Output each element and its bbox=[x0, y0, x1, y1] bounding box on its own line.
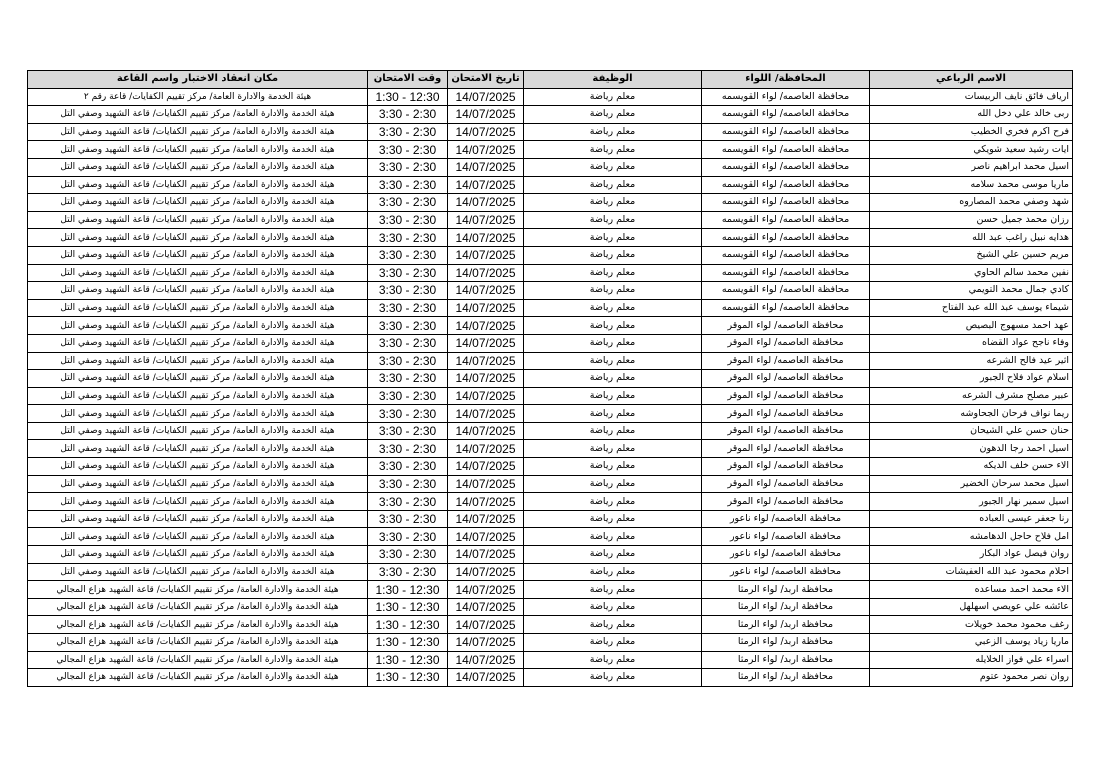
table-row bbox=[28, 546, 1073, 564]
cell-job: معلم رياضة bbox=[524, 458, 702, 476]
cell-time: 3:30 - 2:30 bbox=[368, 194, 448, 212]
cell-place: هيئة الخدمة والادارة العامة/ مركز تقييم الكفايات/ قاعة الشهيد وصفي التل bbox=[28, 246, 368, 264]
cell-date: 14/07/2025 bbox=[448, 88, 524, 106]
cell-time: 3:30 - 2:30 bbox=[368, 352, 448, 370]
cell-name: ارياف فائق نايف الربيسات bbox=[870, 88, 1073, 106]
cell-governorate: محافظة العاصمه/ لواء الموقر bbox=[702, 405, 870, 423]
cell-governorate: محافظة العاصمه/ لواء الموقر bbox=[702, 440, 870, 458]
cell-date: 14/07/2025 bbox=[448, 282, 524, 300]
cell-governorate: محافظة العاصمه/ لواء الموقر bbox=[702, 458, 870, 476]
cell-time: 3:30 - 2:30 bbox=[368, 211, 448, 229]
cell-job: معلم رياضة bbox=[524, 616, 702, 634]
cell-job: معلم رياضة bbox=[524, 405, 702, 423]
header-governorate: المحافظة/ اللواء bbox=[702, 71, 870, 89]
cell-date: 14/07/2025 bbox=[448, 387, 524, 405]
table-row bbox=[28, 141, 1073, 159]
cell-place: هيئة الخدمة والادارة العامة/ مركز تقييم الكفايات/ قاعة الشهيد وصفي التل bbox=[28, 176, 368, 194]
cell-governorate: محافظة العاصمه/ لواء الموقر bbox=[702, 422, 870, 440]
table-row bbox=[28, 422, 1073, 440]
table-row bbox=[28, 669, 1073, 687]
table-row bbox=[28, 299, 1073, 317]
table-row bbox=[28, 528, 1073, 546]
table-row bbox=[28, 370, 1073, 388]
cell-governorate: محافظة العاصمه/ لواء الموقر bbox=[702, 493, 870, 511]
cell-date: 14/07/2025 bbox=[448, 370, 524, 388]
cell-date: 14/07/2025 bbox=[448, 422, 524, 440]
cell-job: معلم رياضة bbox=[524, 211, 702, 229]
table-row bbox=[28, 405, 1073, 423]
cell-job: معلم رياضة bbox=[524, 493, 702, 511]
cell-governorate: محافظة العاصمه/ لواء الموقر bbox=[702, 475, 870, 493]
cell-name: امل فلاح حاجل الدهامشه bbox=[870, 528, 1073, 546]
cell-place: هيئة الخدمة والادارة العامة/ مركز تقييم الكفايات/ قاعة الشهيد وصفي التل bbox=[28, 387, 368, 405]
cell-governorate: محافظة العاصمه/ لواء القويسمه bbox=[702, 282, 870, 300]
cell-name: ربى خالد علي دخل الله bbox=[870, 106, 1073, 124]
cell-time: 3:30 - 2:30 bbox=[368, 264, 448, 282]
cell-job: معلم رياضة bbox=[524, 282, 702, 300]
cell-place: هيئة الخدمة والادارة العامة/ مركز تقييم الكفايات/ قاعة الشهيد هزاع المجالي bbox=[28, 616, 368, 634]
cell-time: 3:30 - 2:30 bbox=[368, 546, 448, 564]
cell-name: عهد احمد مسهوج البصيص bbox=[870, 317, 1073, 335]
cell-date: 14/07/2025 bbox=[448, 106, 524, 124]
cell-time: 3:30 - 2:30 bbox=[368, 370, 448, 388]
table-row bbox=[28, 282, 1073, 300]
cell-name: روان نصر محمود عتوم bbox=[870, 669, 1073, 687]
table-row bbox=[28, 246, 1073, 264]
cell-name: رنا جعفر عيسى العباده bbox=[870, 510, 1073, 528]
cell-place: هيئة الخدمة والادارة العامة/ مركز تقييم الكفايات/ قاعة الشهيد وصفي التل bbox=[28, 317, 368, 335]
cell-place: هيئة الخدمة والادارة العامة/ مركز تقييم الكفايات/ قاعة الشهيد وصفي التل bbox=[28, 422, 368, 440]
cell-job: معلم رياضة bbox=[524, 669, 702, 687]
cell-date: 14/07/2025 bbox=[448, 634, 524, 652]
cell-place: هيئة الخدمة والادارة العامة/ مركز تقييم الكفايات/ قاعة الشهيد وصفي التل bbox=[28, 440, 368, 458]
table-row bbox=[28, 475, 1073, 493]
table-row bbox=[28, 352, 1073, 370]
cell-job: معلم رياضة bbox=[524, 88, 702, 106]
cell-governorate: محافظة العاصمه/ لواء القويسمه bbox=[702, 158, 870, 176]
cell-job: معلم رياضة bbox=[524, 634, 702, 652]
cell-governorate: محافظة العاصمه/ لواء الموقر bbox=[702, 352, 870, 370]
cell-name: شيماء يوسف عبد الله عبد الفتاح bbox=[870, 299, 1073, 317]
cell-name: اسيل سمير نهار الجبور bbox=[870, 493, 1073, 511]
cell-date: 14/07/2025 bbox=[448, 528, 524, 546]
cell-name: اسراء علي فواز الخلايله bbox=[870, 651, 1073, 669]
cell-date: 14/07/2025 bbox=[448, 299, 524, 317]
cell-place: هيئة الخدمة والادارة العامة/ مركز تقييم الكفايات/ قاعة الشهيد وصفي التل bbox=[28, 458, 368, 476]
cell-date: 14/07/2025 bbox=[448, 651, 524, 669]
cell-place: هيئة الخدمة والادارة العامة/ مركز تقييم الكفايات/ قاعة الشهيد وصفي التل bbox=[28, 106, 368, 124]
table-row bbox=[28, 493, 1073, 511]
cell-date: 14/07/2025 bbox=[448, 493, 524, 511]
cell-time: 3:30 - 2:30 bbox=[368, 440, 448, 458]
cell-job: معلم رياضة bbox=[524, 651, 702, 669]
cell-name: هدايه نبيل راغب عبد الله bbox=[870, 229, 1073, 247]
cell-governorate: محافظة العاصمه/ لواء ناعور bbox=[702, 546, 870, 564]
cell-date: 14/07/2025 bbox=[448, 211, 524, 229]
cell-place: هيئة الخدمة والادارة العامة/ مركز تقييم الكفايات/ قاعة الشهيد وصفي التل bbox=[28, 158, 368, 176]
cell-governorate: محافظة العاصمه/ لواء ناعور bbox=[702, 528, 870, 546]
cell-job: معلم رياضة bbox=[524, 440, 702, 458]
cell-name: كادي جمال محمد التويمي bbox=[870, 282, 1073, 300]
cell-governorate: محافظة العاصمه/ لواء الموقر bbox=[702, 370, 870, 388]
cell-name: ريما نواف فرحان الجحاوشه bbox=[870, 405, 1073, 423]
cell-governorate: محافظة العاصمه/ لواء القويسمه bbox=[702, 211, 870, 229]
cell-name: ماريا موسى محمد سلامه bbox=[870, 176, 1073, 194]
cell-job: معلم رياضة bbox=[524, 387, 702, 405]
cell-date: 14/07/2025 bbox=[448, 440, 524, 458]
cell-place: هيئة الخدمة والادارة العامة/ مركز تقييم الكفايات/ قاعة الشهيد وصفي التل bbox=[28, 282, 368, 300]
table-row bbox=[28, 387, 1073, 405]
cell-time: 3:30 - 2:30 bbox=[368, 563, 448, 581]
cell-governorate: محافظة العاصمه/ لواء القويسمه bbox=[702, 299, 870, 317]
cell-place: هيئة الخدمة والادارة العامة/ مركز تقييم الكفايات/ قاعة الشهيد هزاع المجالي bbox=[28, 581, 368, 599]
header-job: الوظيفة bbox=[524, 71, 702, 89]
header-row bbox=[28, 71, 1073, 89]
table-row bbox=[28, 616, 1073, 634]
cell-job: معلم رياضة bbox=[524, 598, 702, 616]
cell-time: 3:30 - 2:30 bbox=[368, 299, 448, 317]
cell-name: اسلام عواد فلاح الجبور bbox=[870, 370, 1073, 388]
cell-date: 14/07/2025 bbox=[448, 158, 524, 176]
cell-time: 3:30 - 2:30 bbox=[368, 176, 448, 194]
cell-time: 1:30 - 12:30 bbox=[368, 88, 448, 106]
cell-date: 14/07/2025 bbox=[448, 616, 524, 634]
cell-date: 14/07/2025 bbox=[448, 141, 524, 159]
cell-date: 14/07/2025 bbox=[448, 123, 524, 141]
cell-time: 1:30 - 12:30 bbox=[368, 616, 448, 634]
table-row bbox=[28, 598, 1073, 616]
cell-job: معلم رياضة bbox=[524, 229, 702, 247]
cell-place: هيئة الخدمة والادارة العامة/ مركز تقييم الكفايات/ قاعة الشهيد هزاع المجالي bbox=[28, 669, 368, 687]
cell-time: 3:30 - 2:30 bbox=[368, 458, 448, 476]
cell-date: 14/07/2025 bbox=[448, 176, 524, 194]
cell-place: هيئة الخدمة والادارة العامة/ مركز تقييم الكفايات/ قاعة الشهيد وصفي التل bbox=[28, 405, 368, 423]
cell-time: 1:30 - 12:30 bbox=[368, 651, 448, 669]
cell-place: هيئة الخدمة والادارة العامة/ مركز تقييم الكفايات/ قاعة الشهيد وصفي التل bbox=[28, 264, 368, 282]
cell-name: ايات رشيد سعيد شويكي bbox=[870, 141, 1073, 159]
cell-date: 14/07/2025 bbox=[448, 598, 524, 616]
cell-place: هيئة الخدمة والادارة العامة/ مركز تقييم الكفايات/ قاعة الشهيد وصفي التل bbox=[28, 334, 368, 352]
cell-time: 3:30 - 2:30 bbox=[368, 528, 448, 546]
cell-name: ماريا زياد يوسف الزعبي bbox=[870, 634, 1073, 652]
cell-job: معلم رياضة bbox=[524, 528, 702, 546]
cell-job: معلم رياضة bbox=[524, 334, 702, 352]
header-time: وقت الامتحان bbox=[368, 71, 448, 89]
table-row bbox=[28, 563, 1073, 581]
cell-governorate: محافظة العاصمه/ لواء الموقر bbox=[702, 334, 870, 352]
cell-place: هيئة الخدمة والادارة العامة/ مركز تقييم الكفايات/ قاعة الشهيد هزاع المجالي bbox=[28, 651, 368, 669]
cell-time: 3:30 - 2:30 bbox=[368, 475, 448, 493]
cell-governorate: محافظة العاصمه/ لواء القويسمه bbox=[702, 106, 870, 124]
cell-place: هيئة الخدمة والادارة العامة/ مركز تقييم الكفايات/ قاعة الشهيد وصفي التل bbox=[28, 493, 368, 511]
table-row bbox=[28, 581, 1073, 599]
cell-job: معلم رياضة bbox=[524, 563, 702, 581]
cell-name: الاء محمد احمد مساعده bbox=[870, 581, 1073, 599]
table-row bbox=[28, 651, 1073, 669]
cell-job: معلم رياضة bbox=[524, 264, 702, 282]
cell-name: اثير عيد فالح الشرعه bbox=[870, 352, 1073, 370]
cell-place: هيئة الخدمة والادارة العامة/ مركز تقييم الكفايات/ قاعة الشهيد وصفي التل bbox=[28, 510, 368, 528]
cell-place: هيئة الخدمة والادارة العامة/ مركز تقييم الكفايات/ قاعة الشهيد وصفي التل bbox=[28, 528, 368, 546]
table-row bbox=[28, 440, 1073, 458]
cell-date: 14/07/2025 bbox=[448, 194, 524, 212]
cell-job: معلم رياضة bbox=[524, 299, 702, 317]
cell-governorate: محافظة العاصمه/ لواء الموقر bbox=[702, 317, 870, 335]
cell-name: رزان محمد جميل حسن bbox=[870, 211, 1073, 229]
cell-place: هيئة الخدمة والادارة العامة/ مركز تقييم الكفايات/ قاعة الشهيد وصفي التل bbox=[28, 563, 368, 581]
cell-place: هيئة الخدمة والادارة العامة/ مركز تقييم الكفايات/ قاعة الشهيد وصفي التل bbox=[28, 194, 368, 212]
cell-place: هيئة الخدمة والادارة العامة/ مركز تقييم الكفايات/ قاعة الشهيد هزاع المجالي bbox=[28, 598, 368, 616]
cell-time: 3:30 - 2:30 bbox=[368, 123, 448, 141]
cell-place: هيئة الخدمة والادارة العامة/ مركز تقييم الكفايات/ قاعة الشهيد وصفي التل bbox=[28, 141, 368, 159]
cell-job: معلم رياضة bbox=[524, 581, 702, 599]
table-row bbox=[28, 194, 1073, 212]
cell-governorate: محافظة العاصمه/ لواء القويسمه bbox=[702, 88, 870, 106]
cell-name: مريم حسين علي الشيخ bbox=[870, 246, 1073, 264]
cell-place: هيئة الخدمة والادارة العامة/ مركز تقييم الكفايات/ قاعة الشهيد وصفي التل bbox=[28, 370, 368, 388]
cell-place: هيئة الخدمة والادارة العامة/ مركز تقييم الكفايات/ قاعة الشهيد وصفي التل bbox=[28, 229, 368, 247]
cell-time: 3:30 - 2:30 bbox=[368, 405, 448, 423]
cell-time: 3:30 - 2:30 bbox=[368, 229, 448, 247]
cell-job: معلم رياضة bbox=[524, 246, 702, 264]
cell-governorate: محافظة اربد/ لواء الرمثا bbox=[702, 651, 870, 669]
cell-job: معلم رياضة bbox=[524, 106, 702, 124]
header-place: مكان انعقاد الاختبار واسم القاعة bbox=[28, 71, 368, 89]
cell-date: 14/07/2025 bbox=[448, 669, 524, 687]
cell-governorate: محافظة العاصمه/ لواء القويسمه bbox=[702, 141, 870, 159]
cell-name: فرح اكرم فخري الخطيب bbox=[870, 123, 1073, 141]
cell-governorate: محافظة اربد/ لواء الرمثا bbox=[702, 634, 870, 652]
cell-date: 14/07/2025 bbox=[448, 546, 524, 564]
cell-date: 14/07/2025 bbox=[448, 405, 524, 423]
cell-name: وفاء ناجح عواد القضاه bbox=[870, 334, 1073, 352]
cell-name: حنان حسن علي الشيحان bbox=[870, 422, 1073, 440]
cell-time: 1:30 - 12:30 bbox=[368, 581, 448, 599]
cell-name: شهد وصفي محمد المصاروه bbox=[870, 194, 1073, 212]
cell-time: 3:30 - 2:30 bbox=[368, 141, 448, 159]
cell-time: 3:30 - 2:30 bbox=[368, 106, 448, 124]
cell-job: معلم رياضة bbox=[524, 194, 702, 212]
table-row bbox=[28, 211, 1073, 229]
cell-place: هيئة الخدمة والادارة العامة/ مركز تقييم الكفايات/ قاعة الشهيد وصفي التل bbox=[28, 475, 368, 493]
table-row bbox=[28, 264, 1073, 282]
cell-job: معلم رياضة bbox=[524, 317, 702, 335]
cell-place: هيئة الخدمة والادارة العامة/ مركز تقييم الكفايات/ قاعة الشهيد وصفي التل bbox=[28, 123, 368, 141]
cell-time: 1:30 - 12:30 bbox=[368, 634, 448, 652]
cell-date: 14/07/2025 bbox=[448, 334, 524, 352]
cell-governorate: محافظة اربد/ لواء الرمثا bbox=[702, 669, 870, 687]
cell-place: هيئة الخدمة والادارة العامة/ مركز تقييم الكفايات/ قاعة رقم ٢ bbox=[28, 88, 368, 106]
cell-time: 3:30 - 2:30 bbox=[368, 387, 448, 405]
cell-governorate: محافظة اربد/ لواء الرمثا bbox=[702, 616, 870, 634]
cell-time: 1:30 - 12:30 bbox=[368, 598, 448, 616]
table-row bbox=[28, 317, 1073, 335]
cell-governorate: محافظة اربد/ لواء الرمثا bbox=[702, 598, 870, 616]
cell-time: 3:30 - 2:30 bbox=[368, 510, 448, 528]
cell-date: 14/07/2025 bbox=[448, 475, 524, 493]
cell-date: 14/07/2025 bbox=[448, 352, 524, 370]
cell-name: رغف محمود محمد خويلات bbox=[870, 616, 1073, 634]
cell-date: 14/07/2025 bbox=[448, 581, 524, 599]
cell-governorate: محافظة العاصمه/ لواء القويسمه bbox=[702, 176, 870, 194]
cell-governorate: محافظة اربد/ لواء الرمثا bbox=[702, 581, 870, 599]
cell-job: معلم رياضة bbox=[524, 546, 702, 564]
cell-job: معلم رياضة bbox=[524, 123, 702, 141]
cell-governorate: محافظة العاصمه/ لواء الموقر bbox=[702, 387, 870, 405]
cell-governorate: محافظة العاصمه/ لواء القويسمه bbox=[702, 264, 870, 282]
cell-job: معلم رياضة bbox=[524, 510, 702, 528]
table-row bbox=[28, 510, 1073, 528]
cell-time: 3:30 - 2:30 bbox=[368, 422, 448, 440]
cell-time: 3:30 - 2:30 bbox=[368, 158, 448, 176]
cell-job: معلم رياضة bbox=[524, 475, 702, 493]
cell-name: عائشه علي عويصي اسهلهل bbox=[870, 598, 1073, 616]
table-row bbox=[28, 88, 1073, 106]
cell-name: عبير مصلح مشرف الشرعه bbox=[870, 387, 1073, 405]
cell-name: نفين محمد سالم الحاوي bbox=[870, 264, 1073, 282]
cell-date: 14/07/2025 bbox=[448, 563, 524, 581]
cell-date: 14/07/2025 bbox=[448, 458, 524, 476]
table-row bbox=[28, 458, 1073, 476]
cell-time: 3:30 - 2:30 bbox=[368, 493, 448, 511]
table-row bbox=[28, 106, 1073, 124]
exam-schedule-table bbox=[27, 70, 1073, 687]
table-row bbox=[28, 634, 1073, 652]
cell-name: الاء حسن خلف الديكه bbox=[870, 458, 1073, 476]
cell-job: معلم رياضة bbox=[524, 141, 702, 159]
cell-time: 3:30 - 2:30 bbox=[368, 334, 448, 352]
cell-governorate: محافظة العاصمه/ لواء القويسمه bbox=[702, 246, 870, 264]
cell-date: 14/07/2025 bbox=[448, 229, 524, 247]
table-row bbox=[28, 123, 1073, 141]
cell-governorate: محافظة العاصمه/ لواء القويسمه bbox=[702, 123, 870, 141]
cell-time: 1:30 - 12:30 bbox=[368, 669, 448, 687]
cell-time: 3:30 - 2:30 bbox=[368, 246, 448, 264]
cell-job: معلم رياضة bbox=[524, 370, 702, 388]
cell-job: معلم رياضة bbox=[524, 352, 702, 370]
table-row bbox=[28, 229, 1073, 247]
cell-name: روان فيصل عواد البكار bbox=[870, 546, 1073, 564]
cell-governorate: محافظة العاصمه/ لواء القويسمه bbox=[702, 194, 870, 212]
cell-place: هيئة الخدمة والادارة العامة/ مركز تقييم الكفايات/ قاعة الشهيد وصفي التل bbox=[28, 299, 368, 317]
cell-name: اسيل محمد سرحان الخضير bbox=[870, 475, 1073, 493]
cell-governorate: محافظة العاصمه/ لواء ناعور bbox=[702, 563, 870, 581]
table-row bbox=[28, 176, 1073, 194]
header-date: تاريخ الامتحان bbox=[448, 71, 524, 89]
cell-date: 14/07/2025 bbox=[448, 510, 524, 528]
cell-place: هيئة الخدمة والادارة العامة/ مركز تقييم الكفايات/ قاعة الشهيد وصفي التل bbox=[28, 546, 368, 564]
table-body bbox=[28, 88, 1073, 686]
cell-job: معلم رياضة bbox=[524, 422, 702, 440]
cell-place: هيئة الخدمة والادارة العامة/ مركز تقييم الكفايات/ قاعة الشهيد وصفي التل bbox=[28, 352, 368, 370]
cell-date: 14/07/2025 bbox=[448, 264, 524, 282]
cell-name: اسيل احمد رجا الدهون bbox=[870, 440, 1073, 458]
table-row bbox=[28, 158, 1073, 176]
header-name: الاسم الرباعي bbox=[870, 71, 1073, 89]
cell-date: 14/07/2025 bbox=[448, 317, 524, 335]
cell-time: 3:30 - 2:30 bbox=[368, 317, 448, 335]
cell-time: 3:30 - 2:30 bbox=[368, 282, 448, 300]
cell-job: معلم رياضة bbox=[524, 158, 702, 176]
cell-name: احلام محمود عبد الله العفيشات bbox=[870, 563, 1073, 581]
cell-place: هيئة الخدمة والادارة العامة/ مركز تقييم الكفايات/ قاعة الشهيد وصفي التل bbox=[28, 211, 368, 229]
cell-name: اسيل محمد ابراهيم ناصر bbox=[870, 158, 1073, 176]
table-row bbox=[28, 334, 1073, 352]
cell-governorate: محافظة العاصمه/ لواء ناعور bbox=[702, 510, 870, 528]
cell-place: هيئة الخدمة والادارة العامة/ مركز تقييم الكفايات/ قاعة الشهيد هزاع المجالي bbox=[28, 634, 368, 652]
cell-governorate: محافظة العاصمه/ لواء القويسمه bbox=[702, 229, 870, 247]
cell-job: معلم رياضة bbox=[524, 176, 702, 194]
cell-date: 14/07/2025 bbox=[448, 246, 524, 264]
